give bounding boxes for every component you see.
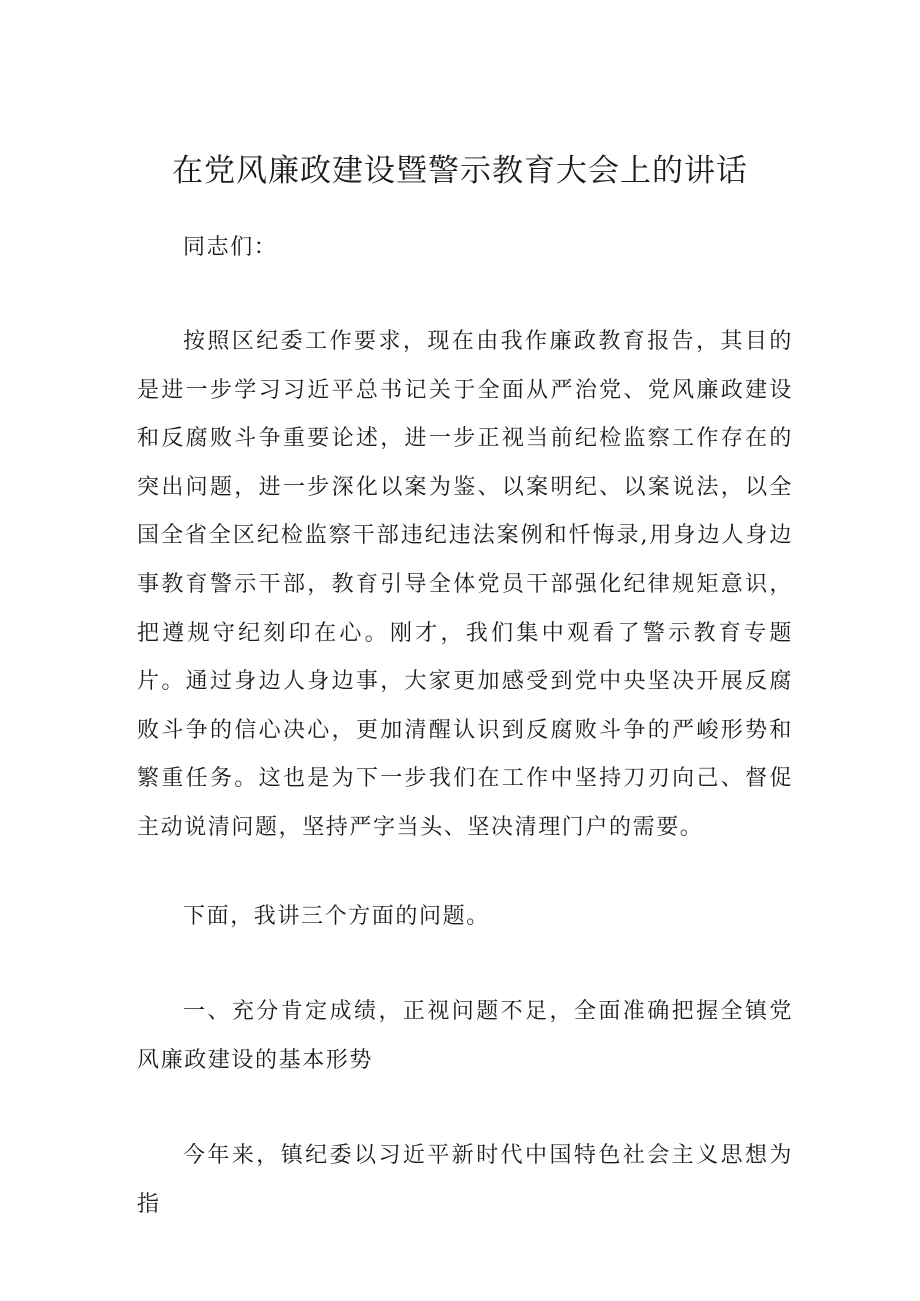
document-title: 在党风廉政建设暨警示教育大会上的讲话 [172, 153, 748, 189]
outline-paragraph: 下面，我讲三个方面的问题。 [183, 904, 490, 929]
greeting-paragraph: 同志们： [183, 235, 278, 260]
intro-paragraph: 按照区纪委工作要求，现在由我作廉政教育报告，其目的是进一步学习习近平总书记关于全面从严治党、党风廉政建设和反腐败斗争重要论述，进一步正视当前纪检监察工作存在的突出问题，进一步深化以案为鉴、以案明纪、以案说法，以全国全省全区纪检监察干部违纪违法案例和忏悔录,用身边人身边事教育警示干部，教育引导全体党员干部强化纪律规矩意识，把遵规守纪刻印在心。刚才，我们集中观看了警示教育专题片。通过身边人身边事，大家更加感受到党中央坚决开展反腐败斗争的信心决心，更加清醒认识到反腐败斗争的严峻形势和繁重任务。这也是为下一步我们在工作中坚持刀刃向己、督促主动说清问题，坚持严字当头、坚决清理门户的需要。 [137, 329, 793, 840]
section-one-body-paragraph: 今年来，镇纪委以习近平新时代中国特色社会主义思想为指 [137, 1143, 793, 1217]
section-one-heading: 一、充分肯定成绩，正视问题不足，全面准确把握全镇党风廉政建设的基本形势 [137, 999, 793, 1073]
